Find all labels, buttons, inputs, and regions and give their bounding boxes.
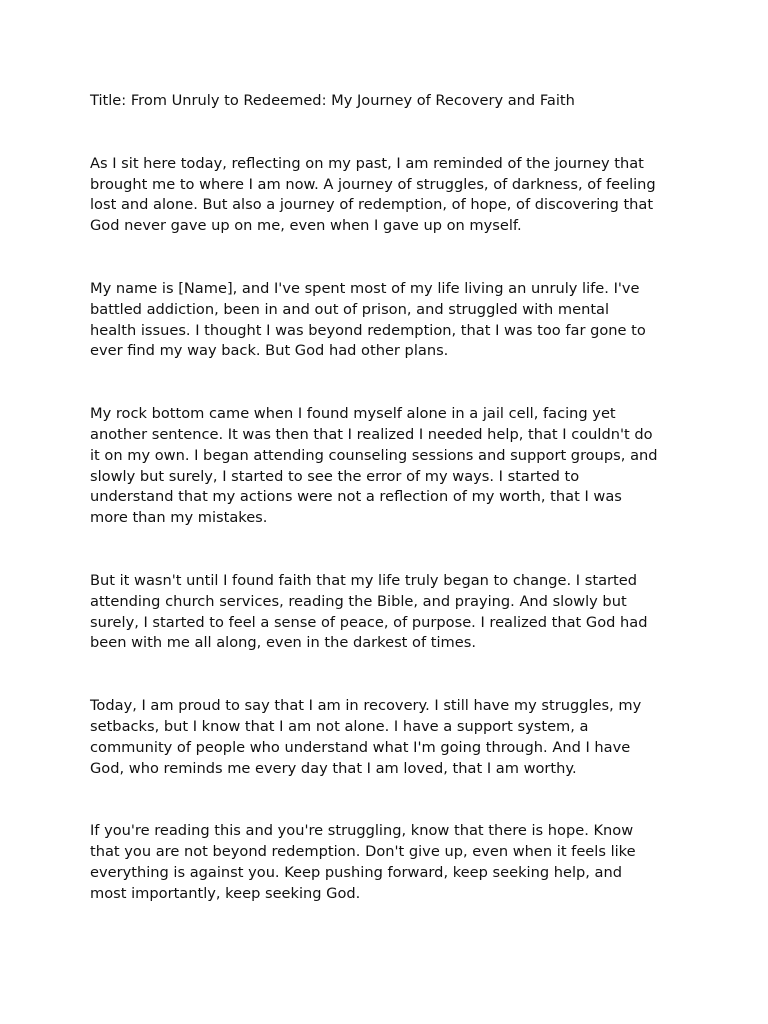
paragraph-encouragement: If you're reading this and you're struggling, know that there is hope. Know that you are not beyond redemption. Don't give up, even when it feels like everything is against you. Keep pushing forward, keep seeking help, and most importantly, keep seeking God.	[90, 822, 636, 902]
document-title: Title: From Unruly to Redeemed: My Journey of Recovery and Faith	[90, 92, 575, 109]
paragraph-intro: As I sit here today, reflecting on my past, I am reminded of the journey that brought me to where I am now. A journey of struggles, of darkness, of feeling lost and alone. But also a journey of redemption, of hope, of discovering that God never gave up on me, even when I gave up on myself.	[90, 154, 656, 235]
document-body	[90, 91, 690, 947]
paragraph-background: My name is [Name], and I've spent most of my life living an unruly life. I've battled addiction, been in and out of prison, and struggled with mental health issues. I thought I was beyond redemption, that I was too far gone to ever find my way back. But God had other plans.	[90, 279, 646, 360]
paragraph-rock-bottom: My rock bottom came when I found myself alone in a jail cell, facing yet another sentence. It was then that I realized I needed help, that I couldn't do it on my own. I began attending counseling sessions and support groups, and slowly but surely, I started to see the error of my ways. I started to understand that my actions were not a reflection of my worth, that I was more than my mistakes.	[90, 405, 658, 527]
paragraph-faith: But it wasn't until I found faith that my life truly began to change. I started attending church services, reading the Bible, and praying. And slowly but surely, I started to feel a sense of peace, of purpose. I realized that God had been with me all along, even in the darkest of times.	[90, 571, 648, 652]
paragraph-recovery: Today, I am proud to say that I am in recovery. I still have my struggles, my setbacks, but I know that I am not alone. I have a support system, a community of people who understand what I'm going through. And I have God, who reminds me every day that I am loved, that I am worthy.	[90, 697, 642, 777]
